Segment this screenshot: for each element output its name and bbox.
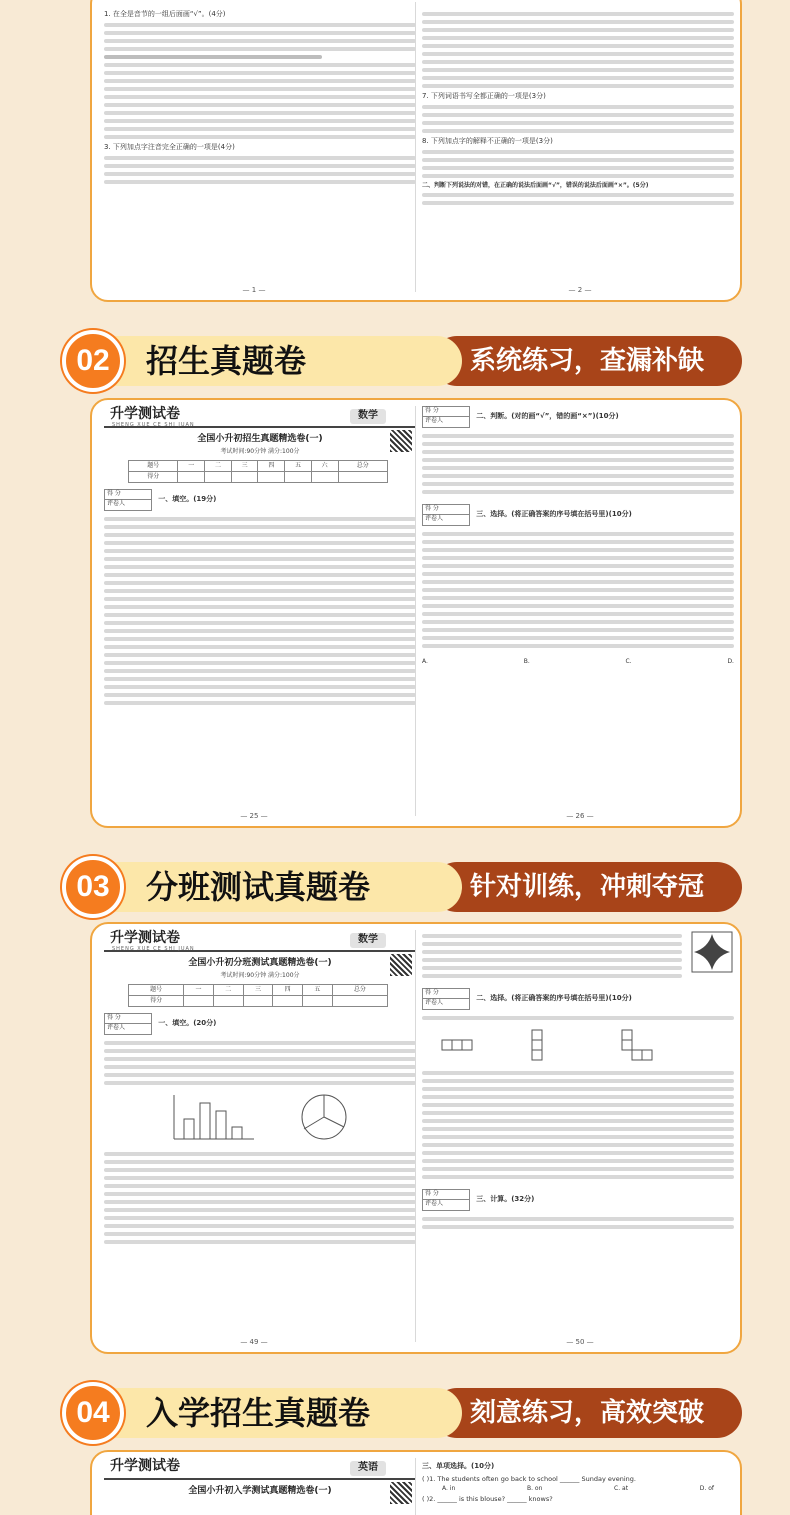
score-header: 五: [303, 984, 333, 995]
option-label: C. at: [614, 1484, 629, 1492]
section-number: 03: [62, 856, 124, 918]
exam-page-left: [104, 406, 416, 709]
section-subtitle: 系统练习，查漏补缺: [432, 336, 742, 386]
exam-sample-card-04: [90, 1450, 742, 1515]
bar-chart-illustration: [164, 1089, 364, 1145]
page-number: — 50 —: [566, 1338, 594, 1346]
question-text: 7. 下列词语书写全都正确的一项是(3分): [422, 92, 546, 100]
score-header: 总分: [332, 984, 387, 995]
chinese-page-left: [104, 10, 416, 188]
cube-views-illustration: [422, 1024, 722, 1064]
question-text: 3. 下列加点字注音完全正确的一项是(4分): [104, 142, 235, 151]
section-heading: 二、选择。(将正确答案的序号填在括号里)(10分): [476, 994, 632, 1002]
score-header: 四: [273, 984, 303, 995]
page-number: — 49 —: [240, 1338, 268, 1346]
section-title: 入学招生真题卷: [102, 1388, 462, 1438]
top-sample-card: [90, 0, 742, 302]
option-label: B.: [523, 658, 530, 665]
question-text: 1. 在全是音节的一组后面画“√”。(4分): [104, 10, 226, 18]
grade-label: 得 分: [423, 407, 469, 417]
score-header: 二: [213, 984, 243, 995]
section-subtitle: 刻意练习，高效突破: [432, 1388, 742, 1438]
section-banner-03: [62, 856, 742, 918]
exam-title: 全国小升初分班测试真题精选卷(一): [188, 958, 332, 968]
grade-label: 得 分: [423, 989, 469, 999]
section-number: 02: [62, 330, 124, 392]
subject-tag: 英语: [350, 1461, 386, 1476]
grade-label: 得 分: [105, 490, 151, 500]
exam-title: 全国小升初入学测试真题精选卷(一): [188, 1486, 332, 1496]
score-header: 三: [231, 460, 258, 471]
exam-page-right: [422, 406, 734, 668]
page-number: — 1 —: [242, 286, 266, 294]
section-heading: 三、选择。(将正确答案的序号填在括号里)(10分): [476, 510, 632, 518]
grade-box: [422, 406, 470, 428]
option-label: D. of: [699, 1484, 714, 1492]
subject-tag: 数学: [350, 933, 386, 948]
option-label: C.: [625, 658, 632, 665]
section-heading: 一、填空。(19分): [158, 494, 217, 503]
score-header: 总分: [338, 460, 388, 471]
grade-label: 评卷人: [425, 1199, 444, 1207]
grade-box: [104, 489, 152, 511]
question-text: 8. 下列加点字的解释不正确的一项是(3分): [422, 136, 553, 145]
section-heading: 二、判断。(对的画“√”，错的画“×”)(10分): [476, 412, 619, 420]
subject-tag: 数学: [350, 409, 386, 424]
score-header: 六: [311, 460, 338, 471]
exam-page-right: [422, 1462, 734, 1504]
qr-code-icon: [390, 954, 412, 976]
option-label: A. in: [442, 1484, 456, 1492]
score-header: 题号: [129, 460, 178, 471]
section-heading: 三、单项选择。(10分): [422, 1462, 495, 1470]
qr-code-icon: [390, 1482, 412, 1504]
exam-info: 考试时间:90分钟 满分:100分: [220, 972, 300, 980]
score-header: 一: [184, 984, 214, 995]
section-heading: 三、计算。(32分): [476, 1194, 535, 1203]
exam-sample-card-02: [90, 398, 742, 828]
option-label: A.: [422, 658, 428, 665]
logo-subtitle: SHENG XUE CE SHI JUAN: [112, 422, 195, 428]
score-header: 二: [205, 460, 232, 471]
section-number: 04: [62, 1382, 124, 1444]
logo: 升学测试卷: [110, 930, 180, 946]
answer-options: [422, 1485, 734, 1493]
page-number: — 25 —: [240, 812, 268, 820]
section-title: 招生真题卷: [102, 336, 462, 386]
exam-header: [104, 1458, 416, 1480]
page-number: — 26 —: [566, 812, 594, 820]
logo: 升学测试卷: [110, 1458, 180, 1474]
score-header: 四: [258, 460, 285, 471]
grade-label: 评卷人: [107, 499, 126, 507]
exam-header: [104, 406, 416, 428]
grade-box: [422, 1189, 470, 1211]
grade-box: [104, 1013, 152, 1035]
grade-label: 评卷人: [425, 515, 444, 522]
option-label: B. on: [526, 1484, 543, 1492]
option-label: D.: [727, 658, 734, 665]
grade-label: 得 分: [105, 1014, 151, 1024]
grade-box: [422, 988, 470, 1010]
question-text: ( )2. ______ is this blouse? ______ knows?: [422, 1495, 553, 1504]
exam-page-right: [422, 930, 734, 1233]
exam-sample-card-03: [90, 922, 742, 1354]
score-table: [128, 984, 388, 1007]
exam-page-left: [104, 930, 416, 1248]
chinese-page-right: [422, 8, 734, 209]
score-table: [128, 460, 388, 483]
score-row-label: 得分: [129, 995, 184, 1006]
square-figure-illustration: [690, 930, 734, 974]
section-banner-02: [62, 330, 742, 392]
score-header: 三: [243, 984, 273, 995]
page-number: — 2 —: [568, 286, 592, 294]
logo: 升学测试卷: [110, 406, 180, 422]
grade-label: 得 分: [423, 1190, 469, 1200]
exam-title: 全国小升初招生真题精选卷(一): [197, 434, 323, 444]
section-heading: 一、填空。(20分): [158, 1018, 217, 1027]
section-title: 分班测试真题卷: [102, 862, 462, 912]
section-heading: 二、判断下列说法的对错，在正确的说法后面画“√”，错误的说法后面画“×”。(5分): [422, 181, 649, 189]
grade-label: 得 分: [423, 505, 469, 515]
exam-info: 考试时间:90分钟 满分:100分: [220, 448, 300, 456]
question-text: ( )1. The students often go back to school ______ Sunday evening.: [422, 1474, 636, 1483]
answer-options: [422, 658, 734, 666]
exam-page-left: [104, 1458, 416, 1500]
score-header: 题号: [129, 984, 184, 995]
score-row-label: 得分: [129, 471, 178, 482]
score-header: 五: [285, 460, 312, 471]
logo-subtitle: SHENG XUE CE SHI JUAN: [112, 946, 195, 952]
score-header: 一: [178, 460, 205, 471]
grade-box: [422, 504, 470, 526]
grade-label: 评卷人: [425, 417, 444, 424]
section-banner-04: [62, 1382, 742, 1444]
grade-label: 评卷人: [107, 1023, 126, 1031]
qr-code-icon: [390, 430, 412, 452]
grade-label: 评卷人: [425, 999, 444, 1006]
section-subtitle: 针对训练，冲刺夺冠: [432, 862, 742, 912]
exam-header: [104, 930, 416, 952]
